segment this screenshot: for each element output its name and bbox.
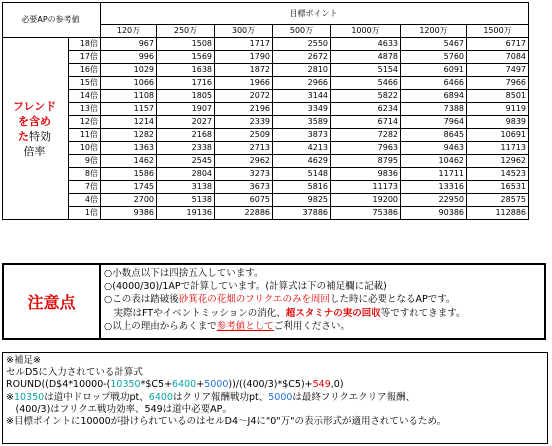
table-row bbox=[3, 103, 529, 116]
table-cell: 2962 bbox=[215, 155, 273, 168]
table-cell: 22950 bbox=[401, 194, 467, 207]
table-cell: 2810 bbox=[273, 64, 331, 77]
supp-line-2: セルD5に入力されている計算式 bbox=[6, 367, 143, 379]
table-row bbox=[3, 129, 529, 142]
side-label-black: 特効 bbox=[29, 129, 51, 143]
table-cell: 3138 bbox=[157, 181, 215, 194]
table-cell: 1214 bbox=[101, 116, 157, 129]
table-cell: 12962 bbox=[467, 155, 529, 168]
table-cell: 11711 bbox=[401, 168, 467, 181]
table-cell: 1638 bbox=[157, 64, 215, 77]
table-cell: 1029 bbox=[101, 64, 157, 77]
table-cell: 5138 bbox=[157, 194, 215, 207]
table-cell: 4878 bbox=[331, 51, 401, 64]
table-cell: 11713 bbox=[467, 142, 529, 155]
table-cell: 4213 bbox=[273, 142, 331, 155]
table-cell: 3349 bbox=[273, 103, 331, 116]
row-multiplier: 12倍 bbox=[69, 116, 101, 129]
table-row bbox=[3, 51, 529, 64]
table-cell: 3144 bbox=[273, 90, 331, 103]
column-header: 500万 bbox=[273, 25, 331, 38]
table-cell: 1066 bbox=[101, 77, 157, 90]
table-cell: 5466 bbox=[331, 77, 401, 90]
note-line-1: ○小数点以下は四捨五入しています。 bbox=[104, 268, 264, 279]
table-row bbox=[3, 155, 529, 168]
note-line-3: ○この表は踏破後砂箕花の花畑のフリクエのみを周回した時に必要となるAPです。 bbox=[104, 294, 456, 306]
table-cell: 1745 bbox=[101, 181, 157, 194]
table-cell: 7497 bbox=[467, 64, 529, 77]
supp-line-1: ※補足※ bbox=[6, 355, 41, 366]
column-header: 120万 bbox=[101, 25, 157, 38]
table-cell: 1966 bbox=[215, 77, 273, 90]
table-cell: 8795 bbox=[331, 155, 401, 168]
row-multiplier: 14倍 bbox=[69, 90, 101, 103]
note-line-5: ○以上の理由からあくまで参考値としてご利用ください。 bbox=[104, 320, 350, 332]
table-cell: 9825 bbox=[273, 194, 331, 207]
table-cell: 14523 bbox=[467, 168, 529, 181]
table-row bbox=[3, 64, 529, 77]
table-cell: 2339 bbox=[215, 116, 273, 129]
table-cell: 2509 bbox=[215, 129, 273, 142]
table-cell: 9839 bbox=[467, 116, 529, 129]
table-cell: 75386 bbox=[331, 207, 401, 220]
table-row bbox=[3, 181, 529, 194]
table-cell: 3873 bbox=[273, 129, 331, 142]
table-cell: 112886 bbox=[467, 207, 529, 220]
header-row bbox=[3, 3, 529, 25]
table-cell: 2966 bbox=[273, 77, 331, 90]
table-cell: 7966 bbox=[467, 77, 529, 90]
table-cell: 8501 bbox=[467, 90, 529, 103]
table-cell: 1716 bbox=[157, 77, 215, 90]
table-cell: 5760 bbox=[401, 51, 467, 64]
side-label bbox=[3, 38, 69, 220]
side-label-last: 倍率 bbox=[23, 144, 46, 158]
side-label-line: フレンド bbox=[12, 99, 57, 113]
row-multiplier: 15倍 bbox=[69, 77, 101, 90]
table-cell: 2713 bbox=[215, 142, 273, 155]
table-cell: 9386 bbox=[101, 207, 157, 220]
table-cell: 6075 bbox=[215, 194, 273, 207]
row-multiplier: 16倍 bbox=[69, 64, 101, 77]
column-header: 250万 bbox=[157, 25, 215, 38]
table-cell: 37886 bbox=[273, 207, 331, 220]
row-multiplier: 11倍 bbox=[69, 129, 101, 142]
row-multiplier: 17倍 bbox=[69, 51, 101, 64]
table-row bbox=[3, 77, 529, 90]
table-cell: 5148 bbox=[273, 168, 331, 181]
column-header: 300万 bbox=[215, 25, 273, 38]
table-cell: 3673 bbox=[215, 181, 273, 194]
table-cell: 6466 bbox=[401, 77, 467, 90]
table-cell: 1586 bbox=[101, 168, 157, 181]
note-line-2: ○(4000/30)/1APで計算しています。(計算式は下の補足欄に記載) bbox=[104, 281, 387, 293]
table-row bbox=[3, 116, 529, 129]
table-cell: 90386 bbox=[401, 207, 467, 220]
ap-reference-table bbox=[2, 2, 529, 220]
table-cell: 1108 bbox=[101, 90, 157, 103]
table-cell: 6234 bbox=[331, 103, 401, 116]
table-cell: 2700 bbox=[101, 194, 157, 207]
table-row bbox=[3, 207, 529, 220]
table-cell: 2168 bbox=[157, 129, 215, 142]
table-cell: 2196 bbox=[215, 103, 273, 116]
notes-body bbox=[101, 263, 546, 340]
table-cell: 8645 bbox=[401, 129, 467, 142]
table-cell: 19200 bbox=[331, 194, 401, 207]
side-label-line: を含め bbox=[18, 114, 51, 128]
supp-line-4: ※10350は道中ドロップ戦功pt、6400はクリア報酬戦功pt、5000は最終フリクエクリア報酬、 bbox=[6, 391, 416, 403]
table-cell: 9463 bbox=[401, 142, 467, 155]
table-cell: 1907 bbox=[157, 103, 215, 116]
table-cell: 16531 bbox=[467, 181, 529, 194]
table-title: 目標ポイント bbox=[101, 3, 529, 25]
row-multiplier: 4倍 bbox=[69, 194, 101, 207]
table-cell: 2550 bbox=[273, 38, 331, 51]
table-cell: 6714 bbox=[331, 116, 401, 129]
table-cell: 9836 bbox=[331, 168, 401, 181]
table-cell: 7084 bbox=[467, 51, 529, 64]
note-line-4: 実際はFTやイベントミッションの消化、超スタミナの実の回収等ですれてきます。 bbox=[104, 307, 466, 319]
table-cell: 2545 bbox=[157, 155, 215, 168]
column-header: 1000万 bbox=[331, 25, 401, 38]
table-cell: 28575 bbox=[467, 194, 529, 207]
row-multiplier: 9倍 bbox=[69, 155, 101, 168]
table-cell: 7388 bbox=[401, 103, 467, 116]
table-cell: 2338 bbox=[157, 142, 215, 155]
table-cell: 1157 bbox=[101, 103, 157, 116]
table-cell: 2072 bbox=[215, 90, 273, 103]
table-cell: 5154 bbox=[331, 64, 401, 77]
table-cell: 1363 bbox=[101, 142, 157, 155]
table-cell: 11173 bbox=[331, 181, 401, 194]
table-cell: 10691 bbox=[467, 129, 529, 142]
table-cell: 1872 bbox=[215, 64, 273, 77]
supp-line-6: ※目標ポイントに10000が掛けられているのはセルD4～J4に"0"万"の表示形式が適用されているため。 bbox=[6, 416, 447, 428]
row-multiplier: 18倍 bbox=[69, 38, 101, 51]
table-cell: 10462 bbox=[401, 155, 467, 168]
table-cell: 7963 bbox=[331, 142, 401, 155]
table-cell: 6717 bbox=[467, 38, 529, 51]
table-cell: 13316 bbox=[401, 181, 467, 194]
table-cell: 996 bbox=[101, 51, 157, 64]
table-cell: 2027 bbox=[157, 116, 215, 129]
table-cell: 4633 bbox=[331, 38, 401, 51]
side-label-mixed bbox=[3, 129, 66, 144]
table-cell: 1462 bbox=[101, 155, 157, 168]
side-label-red: た bbox=[18, 129, 29, 143]
notes-title: 注意点 bbox=[2, 263, 101, 340]
table-row bbox=[3, 38, 529, 51]
table-cell: 1569 bbox=[157, 51, 215, 64]
table-cell: 5467 bbox=[401, 38, 467, 51]
table-cell: 2804 bbox=[157, 168, 215, 181]
table-cell: 5822 bbox=[331, 90, 401, 103]
table-cell: 5816 bbox=[273, 181, 331, 194]
table-cell: 22886 bbox=[215, 207, 273, 220]
row-multiplier: 7倍 bbox=[69, 181, 101, 194]
table-row bbox=[3, 194, 529, 207]
table-row bbox=[3, 142, 529, 155]
table-cell: 19136 bbox=[157, 207, 215, 220]
table-row bbox=[3, 168, 529, 181]
row-multiplier: 8倍 bbox=[69, 168, 101, 181]
column-header: 1200万 bbox=[401, 25, 467, 38]
table-cell: 1282 bbox=[101, 129, 157, 142]
row-multiplier: 13倍 bbox=[69, 103, 101, 116]
table-cell: 1717 bbox=[215, 38, 273, 51]
table-cell: 6091 bbox=[401, 64, 467, 77]
supp-formula: ROUND((D$4*10000-(10350*$C5+6400+5000))/((400/3)*$C5)+549,0) bbox=[6, 379, 344, 391]
row-multiplier: 10倍 bbox=[69, 142, 101, 155]
table-cell: 2672 bbox=[273, 51, 331, 64]
table-cell: 4629 bbox=[273, 155, 331, 168]
table-cell: 7964 bbox=[401, 116, 467, 129]
table-cell: 9119 bbox=[467, 103, 529, 116]
row-multiplier: 1倍 bbox=[69, 207, 101, 220]
table-cell: 1508 bbox=[157, 38, 215, 51]
table-cell: 1805 bbox=[157, 90, 215, 103]
table-cell: 1790 bbox=[215, 51, 273, 64]
table-row bbox=[3, 90, 529, 103]
supp-line-5: (400/3)はフリクエ戦功効率、549は道中必要AP。 bbox=[6, 403, 232, 415]
table-cell: 967 bbox=[101, 38, 157, 51]
table-cell: 3273 bbox=[215, 168, 273, 181]
supplement-box bbox=[2, 352, 548, 444]
table-cell: 3589 bbox=[273, 116, 331, 129]
table-cell: 7282 bbox=[331, 129, 401, 142]
corner-label: 必要APの参考値 bbox=[3, 3, 101, 38]
table-cell: 6894 bbox=[401, 90, 467, 103]
column-header: 1500万 bbox=[467, 25, 529, 38]
